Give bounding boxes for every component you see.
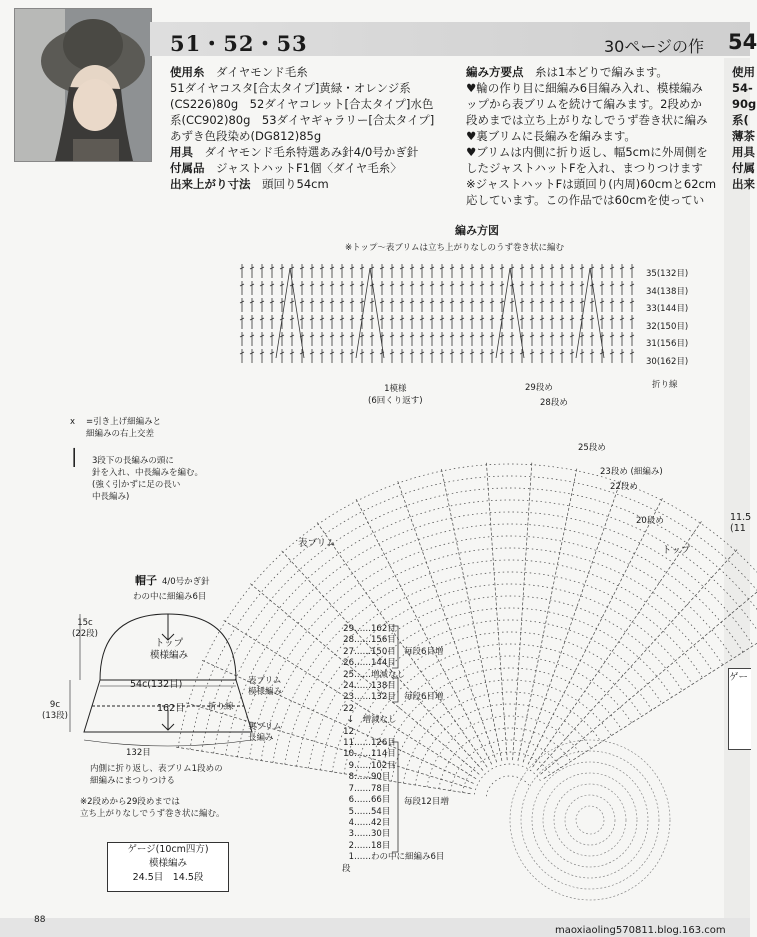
hat-note-line: 細編みにまつりつける <box>90 776 176 786</box>
instructions-block <box>466 64 724 208</box>
materials-line-2: (CS226)80g 52ダイヤコレット[合太タイプ]水色 <box>170 97 434 111</box>
table-row: 24……138目 <box>343 681 396 692</box>
table-row: 4……42目 <box>348 817 391 828</box>
point-line-7: ※ジャストハットFは頭回り(内周)60cmと62cm <box>466 177 717 191</box>
legend-text: =引き上げ細編みと <box>86 417 162 427</box>
table-row: ↓ 増減なし <box>346 715 397 726</box>
point-line-2: ップから表ブリムを続けて編みます。2段めか <box>466 97 702 111</box>
table-row: 7……78目 <box>348 783 391 794</box>
legend-item-1 <box>70 416 161 440</box>
row-label: 32(150目) <box>646 321 689 332</box>
section-numbers: 51・52・53 <box>170 31 308 56</box>
next-page-line: 薄茶 <box>732 129 755 143</box>
round-label: 28段め <box>540 398 568 408</box>
center-ring <box>543 773 637 867</box>
legend-text: 細編みの右上交差 <box>86 429 155 439</box>
materials-block <box>170 64 470 192</box>
hat-note-line: 立ち上がりなしでうず巻き状に編む。 <box>80 809 225 819</box>
next-page-line: 出来 <box>732 177 755 191</box>
next-section-number: 54 <box>728 30 757 54</box>
table-row: 26……144目 <box>343 658 396 669</box>
points-title: 編み方要点 <box>466 65 524 79</box>
hat-top-pattern: 模様編み <box>150 650 189 661</box>
hat-inner-brim-label: 裏ブリム <box>248 722 282 732</box>
legend-text: 中長編み) <box>92 492 130 502</box>
round-arc <box>439 728 571 789</box>
next-page-text <box>732 64 757 192</box>
hat-inner-brim-pattern: 長編み <box>248 733 274 743</box>
table-row: 3……30目 <box>348 829 391 840</box>
long-stitch-icon: ⎮ <box>70 448 79 467</box>
center-ring <box>521 751 659 889</box>
hat-inner-brim <box>248 722 282 744</box>
table-row: 28……156目 <box>343 635 396 646</box>
stitch-ray <box>523 479 621 762</box>
round-label: 25段め <box>578 443 606 453</box>
row-label: 30(162目) <box>646 356 689 367</box>
gauge-box <box>107 842 229 892</box>
brim-stitch-band <box>230 258 650 368</box>
materials-line-3: 系(CC902)80g 53ダイヤギャラリー[合太タイプ] <box>170 113 435 127</box>
stitch-ray <box>441 467 502 761</box>
point-line-4: ♥裏ブリムに長編みを編みます。 <box>466 129 636 143</box>
stitch-count-table <box>322 624 444 875</box>
next-page-gauge-label: ゲー <box>729 672 749 683</box>
increase-mark <box>276 268 304 358</box>
hat-top-region <box>150 638 188 662</box>
next-page-line: 系( <box>732 113 749 127</box>
hat-brim-height <box>42 700 68 722</box>
tools-text: ダイヤモンド毛糸特選あみ針4/0号かぎ針 <box>204 145 419 159</box>
round-label: 29段め <box>525 383 553 393</box>
yarn-brand: ダイヤモンド毛糸 <box>216 65 308 79</box>
gauge-pattern: 模様編み <box>148 858 187 869</box>
fold-line-label: 折り線 <box>652 380 678 390</box>
next-page-dim-rows: (11 <box>730 523 746 534</box>
stitch-ray <box>486 461 507 760</box>
hat-outer-brim-pattern: 模様編み <box>248 687 283 697</box>
materials-line-1: 51ダイヤコスタ[合太タイプ]黄緑・オレンジ系 <box>170 81 411 95</box>
row-label: 31(156目) <box>646 339 689 349</box>
hat-top-height-rows: (22段) <box>72 629 98 639</box>
row-labels <box>646 266 688 371</box>
row-label: 33(144目) <box>646 304 689 314</box>
round-arc <box>463 752 551 792</box>
hat-circumference: 54c(132目) <box>130 679 183 690</box>
next-page-line: 90g <box>732 97 757 111</box>
stitch-ray <box>541 581 757 774</box>
pattern-repeat-label: 1模様 <box>384 384 407 394</box>
hat-fold-label: 折り線 <box>208 702 234 712</box>
legend-text: 3段下の長編みの頭に <box>92 456 174 466</box>
legend-text: (強く引かずに足の長い <box>92 480 181 490</box>
center-ring <box>576 806 604 834</box>
pattern-repeat-note: (6回くり返す) <box>368 396 423 406</box>
point-line-8: 応しています。この作品では60cmを使ってい <box>466 193 705 207</box>
hat-start-note: わの中に細編み6目 <box>133 592 207 602</box>
table-row: 10……114目 <box>343 749 396 760</box>
row-label: 34(138目) <box>646 286 689 297</box>
increase-mark <box>576 268 604 358</box>
materials-line-4: あずき色段染め(DG812)85g <box>170 129 322 143</box>
table-row: 25……増減なし <box>343 669 406 680</box>
size-label: 出来上がり寸法 <box>170 177 251 191</box>
increase-mark <box>496 268 524 358</box>
table-row: 5……54目 <box>348 806 391 817</box>
table-row: 12 <box>343 726 354 737</box>
round-arc <box>451 740 561 791</box>
diagram-title: 編み方図 <box>455 224 499 237</box>
legend-text: 針を入れ、中長編みを編む。 <box>92 468 204 478</box>
stitch-ray <box>533 520 703 767</box>
tools-label: 用具 <box>170 145 193 159</box>
center-ring <box>565 795 615 845</box>
stitch-ray <box>537 548 739 770</box>
points-title-note: 糸は1本どりで編みます。 <box>535 65 668 79</box>
round-arc <box>237 524 743 757</box>
table-row: 1……わの中に細編み6目 <box>348 852 445 863</box>
next-page-line: 使用 <box>732 65 755 79</box>
table-row: 8……90目 <box>348 772 391 783</box>
table-row: 22 <box>343 703 354 714</box>
hat-brim-height-value: 9c <box>49 700 61 710</box>
next-page-gauge-box <box>728 668 751 750</box>
next-page-dim-value: 11.5 <box>730 512 752 523</box>
diagram-note: ※トップ〜表ブリムは立ち上がりなしのうず巻き状に編む <box>345 243 565 253</box>
table-footer: 段 <box>342 863 351 874</box>
legend-item-2 <box>70 448 204 503</box>
hat-spiral-note <box>80 796 225 820</box>
stitch-ray <box>513 461 532 760</box>
size-text: 頭回り54cm <box>262 177 329 191</box>
hat-top-label: トップ <box>154 638 184 649</box>
next-page-dim <box>730 512 750 534</box>
increase-mark <box>356 268 384 358</box>
round-arc <box>427 716 581 787</box>
center-ring <box>510 740 670 900</box>
table-row: 23……132目 <box>343 692 396 703</box>
table-group-note: 毎段6目増 <box>404 647 444 657</box>
model-photo <box>14 8 152 162</box>
page-number: 88 <box>34 915 46 925</box>
yarn-label: 使用糸 <box>170 65 205 79</box>
stitch-ray <box>528 497 663 765</box>
hat-brim-count: 162目 <box>157 703 185 714</box>
point-line-6: したジャストハットFを入れ、まつりつけます <box>466 161 703 175</box>
next-page-line: 用具 <box>732 145 755 159</box>
reference-note: 30ページの作 <box>604 37 705 56</box>
table-brackets <box>390 624 404 864</box>
round-label: 23段め (細編み) <box>600 467 663 477</box>
table-group-note: 毎段12目増 <box>404 797 449 807</box>
hat-fold-note <box>90 763 223 787</box>
gauge-values: 24.5目 14.5段 <box>132 872 204 883</box>
table-row: 6……66目 <box>348 795 391 806</box>
hat-note-line: 内側に折り返し、表ブリム1段めの <box>90 764 223 774</box>
round-arc <box>474 764 540 794</box>
point-line-1: ♥輪の作り目に細編み6目編み入れ、模様編み <box>466 81 703 95</box>
round-label: 22段め <box>610 482 638 492</box>
point-line-3: 段めまでは立ち上がりなしでうず巻き状に編み <box>466 113 708 127</box>
hat-top-height-value: 15c <box>77 618 93 628</box>
pattern-repeat <box>368 382 423 406</box>
stitch-ray <box>518 467 577 761</box>
hat-note-line: ※2段めから29段めまでは <box>80 797 180 807</box>
table-group-note: 毎段6目増 <box>404 692 444 702</box>
hat-title: 帽子 <box>135 574 157 587</box>
hat-model-illustration <box>15 9 151 161</box>
stitch-ray <box>544 618 757 779</box>
next-page-line: 54- <box>732 81 753 95</box>
center-ring <box>532 762 648 878</box>
hat-outer-brim <box>248 676 282 698</box>
table-row: 2……18目 <box>348 840 391 851</box>
outer-brim-label: 表ブリム <box>298 538 336 549</box>
hat-bottom-count: 132目 <box>126 748 151 758</box>
cross-stitch-icon: ⅹ <box>70 417 76 427</box>
gauge-title: ゲージ(10cm四方) <box>127 844 209 855</box>
hat-outer-brim-label: 表ブリム <box>248 676 282 686</box>
row-label: 35(132目) <box>646 269 689 279</box>
table-row: 27……150目 <box>343 646 396 657</box>
round-arc <box>486 776 530 796</box>
blog-url: maoxiaoling570811.blog.163.com <box>555 925 726 936</box>
accessory-label: 付属品 <box>170 161 205 175</box>
point-line-5: ♥ブリムは内側に折り返し、幅5cmに外周側を <box>466 145 708 159</box>
hat-top-height <box>72 618 98 640</box>
table-row: 29……162目 <box>343 624 396 634</box>
hat-hook: 4/0号かぎ針 <box>162 577 210 587</box>
table-row: 9……102目 <box>348 760 396 771</box>
top-label: トップ <box>662 545 691 556</box>
hat-brim-height-rows: (13段) <box>42 711 68 721</box>
accessory-text: ジャストハットF1個〈ダイヤ毛糸〉 <box>216 161 402 175</box>
round-label: 20段め <box>636 516 664 526</box>
next-page-line: 付属 <box>732 161 755 175</box>
table-row: 11……126目 <box>343 738 396 749</box>
